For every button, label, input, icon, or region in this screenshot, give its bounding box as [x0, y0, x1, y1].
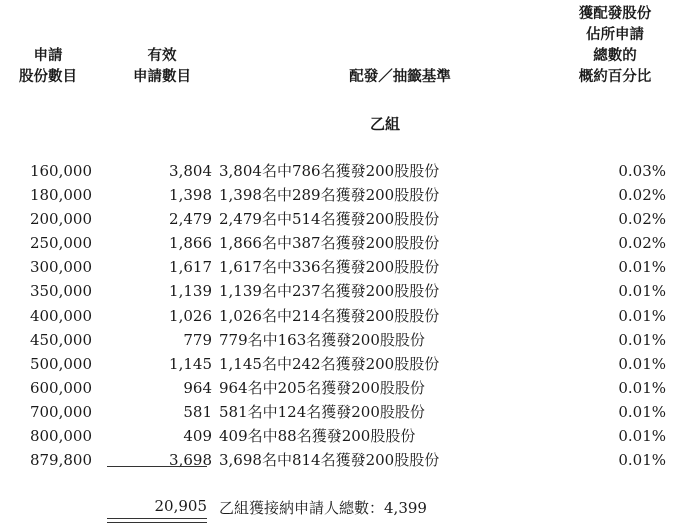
basis-cell: 2,479名中514名獲發200股股份 — [219, 210, 440, 229]
total-accepted-text: 乙組獲接納申請人總數：4,399 — [219, 499, 427, 517]
shares-cell: 160,000 — [29, 162, 92, 180]
applications-cell: 1,617 — [169, 258, 212, 277]
percent-cell: 0.01% — [618, 282, 666, 301]
header-line: 申請數目 — [133, 69, 191, 85]
table-row — [0, 376, 674, 400]
applications-cell: 3,698 — [169, 451, 212, 470]
applications-cell: 409 — [183, 427, 212, 446]
percent-cell: 0.01% — [618, 402, 666, 421]
header-shares-applied — [4, 46, 92, 88]
shares-cell: 250,000 — [29, 234, 92, 253]
table-row — [0, 183, 674, 207]
table-row — [0, 448, 674, 472]
header-line: 佔所申請 — [586, 27, 644, 43]
percent-cell: 0.01% — [618, 451, 666, 470]
percent-cell: 0.03% — [618, 162, 666, 180]
table-row — [0, 231, 674, 255]
table-row — [0, 304, 674, 328]
header-line: 配發／抽籤基準 — [349, 69, 451, 85]
shares-cell: 300,000 — [29, 258, 92, 277]
shares-cell: 180,000 — [29, 186, 92, 205]
table-row — [0, 207, 674, 231]
total-double-rule — [107, 518, 207, 523]
shares-cell: 500,000 — [29, 354, 92, 373]
basis-cell: 3,804名中786名獲發200股股份 — [219, 162, 440, 180]
applications-cell: 779 — [183, 330, 212, 349]
applications-cell: 1,145 — [169, 354, 212, 373]
percent-cell: 0.01% — [618, 378, 666, 397]
shares-cell: 879,800 — [29, 451, 92, 470]
shares-cell: 600,000 — [29, 378, 92, 397]
basis-cell: 3,698名中814名獲發200股股份 — [219, 451, 440, 470]
percent-cell: 0.01% — [618, 306, 666, 325]
table-row — [0, 424, 674, 448]
basis-cell: 779名中163名獲發200股股份 — [219, 330, 425, 349]
header-valid-applications — [116, 46, 208, 88]
table-row — [0, 328, 674, 352]
header-line: 獲配發股份 — [578, 6, 652, 22]
basis-cell: 1,145名中242名獲發200股股份 — [219, 354, 440, 373]
percent-cell: 0.01% — [618, 330, 666, 349]
header-line: 概約百分比 — [578, 69, 652, 85]
percent-cell: 0.02% — [618, 186, 666, 205]
table-row — [0, 352, 674, 376]
basis-cell: 1,398名中289名獲發200股股份 — [219, 186, 440, 205]
header-line: 股份數目 — [19, 69, 77, 85]
percent-cell: 0.02% — [618, 234, 666, 253]
shares-cell: 800,000 — [29, 427, 92, 446]
applications-cell: 2,479 — [169, 210, 212, 229]
basis-cell: 1,139名中237名獲發200股股份 — [219, 282, 440, 301]
table-row — [0, 255, 674, 279]
shares-cell: 200,000 — [29, 210, 92, 229]
percent-cell: 0.01% — [618, 258, 666, 277]
percent-cell: 0.02% — [618, 210, 666, 229]
header-line: 有效 — [147, 48, 177, 64]
table-row — [0, 400, 674, 424]
header-line: 申請 — [33, 48, 63, 64]
percent-cell: 0.01% — [618, 354, 666, 373]
applications-cell: 1,139 — [169, 282, 212, 301]
applications-cell: 1,866 — [169, 234, 212, 253]
shares-cell: 450,000 — [29, 330, 92, 349]
applications-cell: 3,804 — [169, 162, 212, 180]
percent-cell: 0.01% — [618, 427, 666, 446]
table-row — [0, 279, 674, 303]
total-applications: 20,905 — [154, 497, 207, 515]
shares-cell: 700,000 — [29, 402, 92, 421]
shares-cell: 400,000 — [29, 306, 92, 325]
applications-cell: 1,026 — [169, 306, 212, 325]
basis-cell: 1,026名中214名獲發200股股份 — [219, 306, 440, 325]
table-row — [0, 159, 674, 183]
header-percentage — [560, 4, 670, 88]
shares-cell: 350,000 — [29, 282, 92, 301]
allotment-table — [0, 159, 674, 472]
basis-cell: 1,617名中336名獲發200股股份 — [219, 258, 440, 277]
basis-cell: 1,866名中387名獲發200股股份 — [219, 234, 440, 253]
basis-cell: 964名中205名獲發200股股份 — [219, 378, 425, 397]
basis-cell: 581名中124名獲發200股股份 — [219, 402, 425, 421]
header-allotment-basis — [300, 67, 500, 88]
header-line: 總數的 — [593, 48, 637, 64]
applications-cell: 1,398 — [169, 186, 212, 205]
group-label: 乙組 — [369, 115, 400, 133]
basis-cell: 409名中88名獲發200股股份 — [219, 427, 416, 446]
subtotal-rule — [107, 466, 207, 467]
applications-cell: 581 — [183, 402, 212, 421]
applications-cell: 964 — [183, 378, 212, 397]
